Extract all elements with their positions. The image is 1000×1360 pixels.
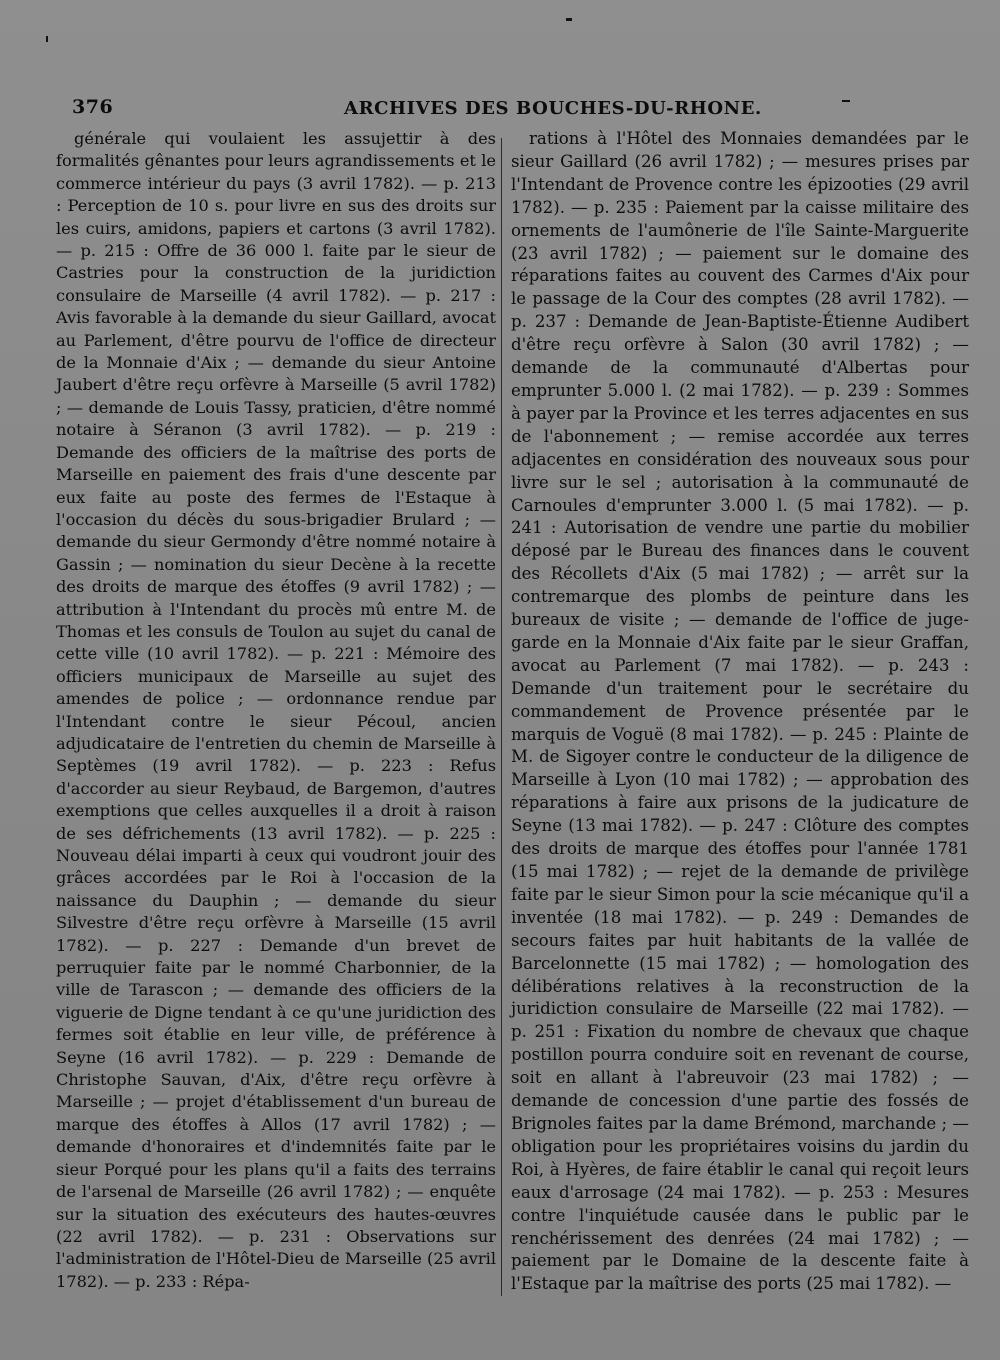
page-number: 376 — [72, 96, 114, 118]
scan-speck — [566, 18, 572, 21]
text-column-left: générale qui voulaient les assujettir à des formalités gênantes pour leurs agrandissements et le commerce intérieur du pays (3 avril 1782). — p. 213 : Perception de 10 s. pour livre en sus des droits sur les cuirs, amidons, papiers et cartons (3 avril 1782). — p. 215 : Offre de 36 000 l. faite par le sieur de Castries pour la construction de la juridiction consulaire de Marseille (4 avril 1782). — p. 217 : Avis favorable à la demande du sieur Gaillard, avocat au Parlement, d'être pourvu de l'office de directeur de la Monnaie d'Aix ; — demande du sieur Antoine Jaubert d'être reçu orfèvre à Marseille (5 avril 1782) ; — demande de Louis Tassy, praticien, d'être nommé notaire à Séranon (3 avril 1782). — p. 219 : Demande des officiers de la maîtrise des ports de Marseille en paiement des frais d'une descente par eux faite au poste des fermes de l'Estaque à l'occasion du décès du sous-brigadier Brulard ; — demande du sieur Germondy d'être nommé notaire à Gassin ; — nomination du sieur Decène à la recette des droits de marque des étoffes (9 avril 1782) ; — attribution à l'Intendant du procès mû entre M. de Thomas et les consuls de Toulon au sujet du canal de cette ville (10 avril 1782). — p. 221 : Mémoire des officiers municipaux de Marseille au sujet des amendes de police ; — ordonnance rendue par l'Intendant contre le sieur Pécoul, ancien adjudicataire de l'entretien du chemin de Marseille à Septèmes (19 avril 1782). — p. 223 : Refus d'accorder au sieur Reybaud, de Bargemon, d'autres exemptions que celles auxquelles il a droit à raison de ses défrichements (13 avril 1782). — p. 225 : Nouveau délai imparti à ceux qui voudront jouir des grâces accordées par le Roi à l'occasion de la naissance du Dauphin ; — demande du sieur Silvestre d'être reçu orfèvre à Marseille (15 avril 1782). — p. 227 : Demande d'un brevet de perruquier faite par le nommé Charbonnier, de la ville de Tarascon ; — demande des officiers de la viguerie de Digne tendant à ce qu'une juridiction des fermes soit établie en leur ville, de préférence à Seyne (16 avril 1782). — p. 229 : Demande de Christophe Sauvan, d'Aix, d'être reçu orfèvre à Marseille ; — projet d'établissement d'un bureau de marque des étoffes à Allos (17 avril 1782) ; — demande d'honoraires et d'indemnités faite par le sieur Porqué pour les plans qu'il a faits des terrains de l'arsenal de Marseille (26 avril 1782) ; — enquête sur la situation des exécuteurs des hautes-œuvres (22 avril 1782). — p. 231 : Observations sur l'administration de l'Hôtel-Dieu de Marseille (25 avril 1782). — p. 233 : Répa- — [56, 129, 496, 1291]
scan-speck — [46, 36, 48, 42]
running-title: ARCHIVES DES BOUCHES-DU-RHONE. — [344, 98, 762, 119]
column-divider — [501, 138, 502, 1296]
text-column-right: rations à l'Hôtel des Monnaies demandées par le sieur Gaillard (26 avril 1782) ; — mesures prises par l'Intendant de Provence contre les épizooties (29 avril 1782). — p. 235 : Paiement par la caisse militaire des ornements de l'aumônerie de l'île Sainte-Marguerite (23 avril 1782) ; — paiement sur le domaine des réparations faites au couvent des Carmes d'Aix pour le passage de la Cour des comptes (28 avril 1782). — p. 237 : Demande de Jean-Baptiste-Étienne Audibert d'être reçu orfèvre à Salon (30 avril 1782) ; — demande de la communauté d'Albertas pour emprunter 5.000 l. (2 mai 1782). — p. 239 : Sommes à payer par la Province et les terres adjacentes en sus de l'abonnement ; — remise accordée aux terres adjacentes en considération des nouveaux sous pour livre sur le sel ; autorisation à la communauté de Carnoules d'emprunter 3.000 l. (5 mai 1782). — p. 241 : Autorisation de vendre une partie du mobilier déposé par le Bureau des finances dans le couvent des Récollets d'Aix (5 mai 1782) ; — arrêt sur la contremarque des plombs de peinture dans les bureaux de visite ; — demande de l'office de juge-garde en la Monnaie d'Aix faite par le sieur Graffan, avocat au Parlement (7 mai 1782). — p. 243 : Demande d'un traitement pour le secrétaire du commandement de Provence présentée par le marquis de Voguë (8 mai 1782). — p. 245 : Plainte de M. de Sigoyer contre le conducteur de la diligence de Marseille à Lyon (10 mai 1782) ; — approbation des réparations à faire aux prisons de la judicature de Seyne (13 mai 1782). — p. 247 : Clôture des comptes des droits de marque des étoffes pour l'année 1781 (15 mai 1782) ; — rejet de la demande de privilège faite par le sieur Simon pour la scie mécanique qu'il a inventée (18 mai 1782). — p. 249 : Demandes de secours faites par huit habitants de la vallée de Barcelonnette (15 mai 1782) ; — homologation des délibérations relatives à la reconstruction de la juridiction consulaire de Marseille (22 mai 1782). — p. 251 : Fixation du nombre de chevaux que chaque postillon pourra conduire soit en revenant de course, soit en allant à l'abreuvoir (23 mai 1782) ; — demande de concession d'une partie des fossés de Brignoles faites par la dame Brémond, marchande ; — obligation pour les propriétaires voisins du jardin du Roi, à Hyères, de faire établir le canal qui reçoit leurs eaux d'arrosage (24 mai 1782). — p. 253 : Mesures contre l'inquiétude causée dans le public par le renchérissement des denrées (24 mai 1782) ; — paiement par le Domaine de la descente faite à l'Estaque par la maîtrise des ports (25 mai 1782). — — [511, 129, 969, 1294]
page-header — [72, 96, 972, 126]
